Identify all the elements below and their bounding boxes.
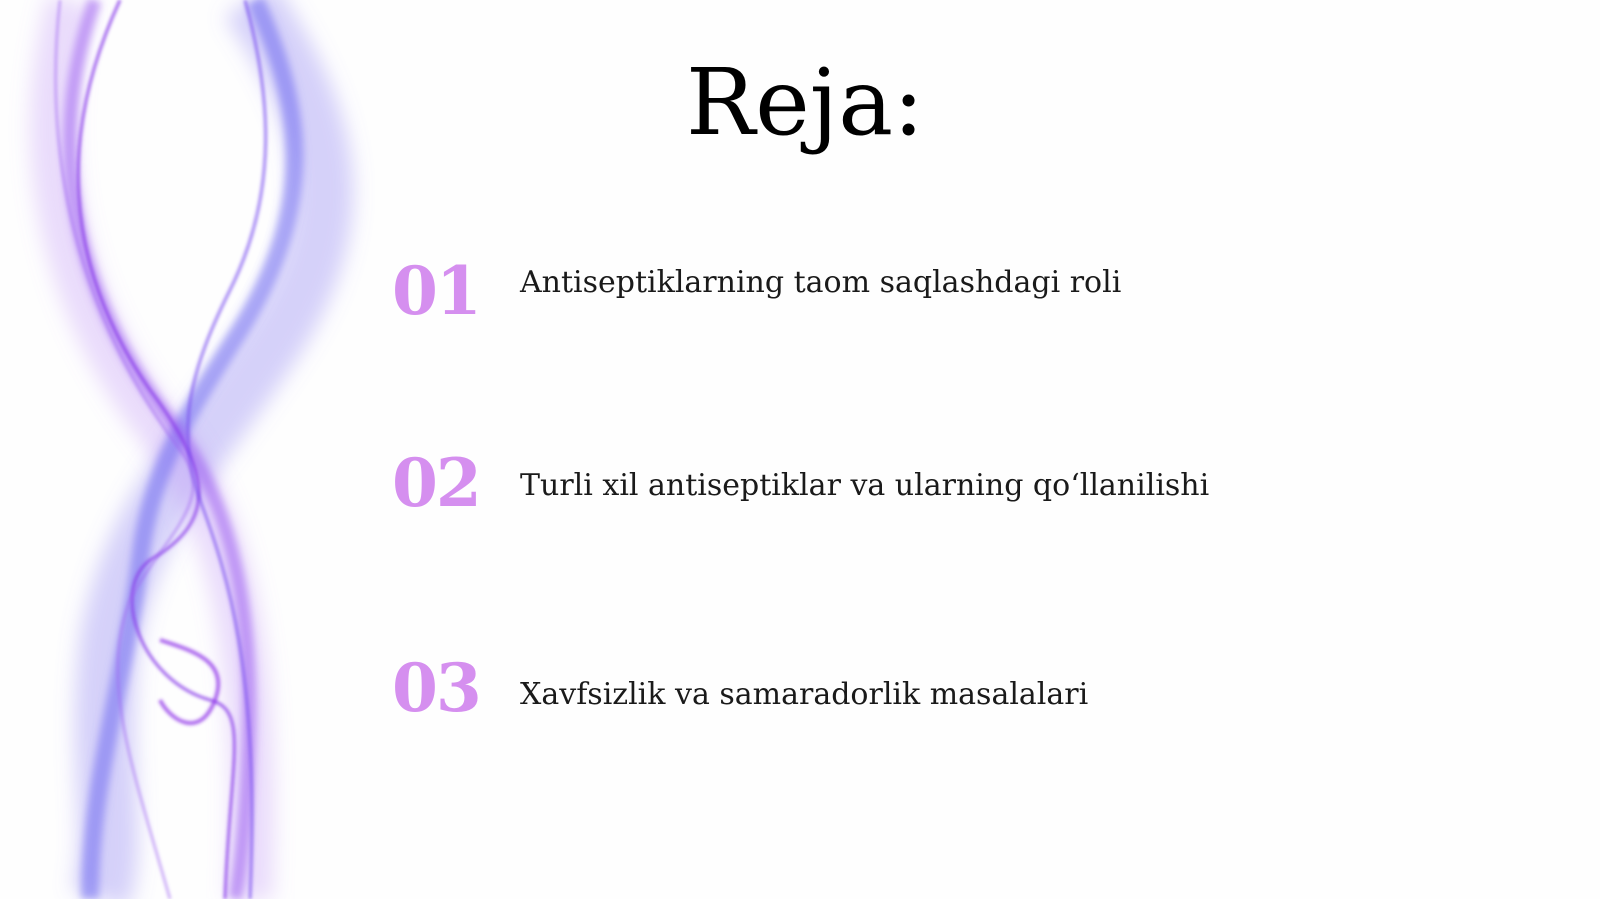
plan-item	[392, 440, 1492, 530]
item-text: Turli xil antiseptiklar va ularning qo‘llanilishi	[520, 468, 1210, 503]
item-text: Antiseptiklarning taom saqlashdagi roli	[520, 265, 1122, 300]
item-number: 02	[392, 444, 480, 522]
plan-item	[392, 645, 1492, 735]
item-number: 03	[392, 649, 480, 727]
slide-title: Reja:	[685, 49, 925, 156]
plan-item	[392, 248, 1492, 338]
item-text: Xavfsizlik va samaradorlik masalalari	[520, 677, 1089, 712]
item-number: 01	[392, 252, 480, 330]
